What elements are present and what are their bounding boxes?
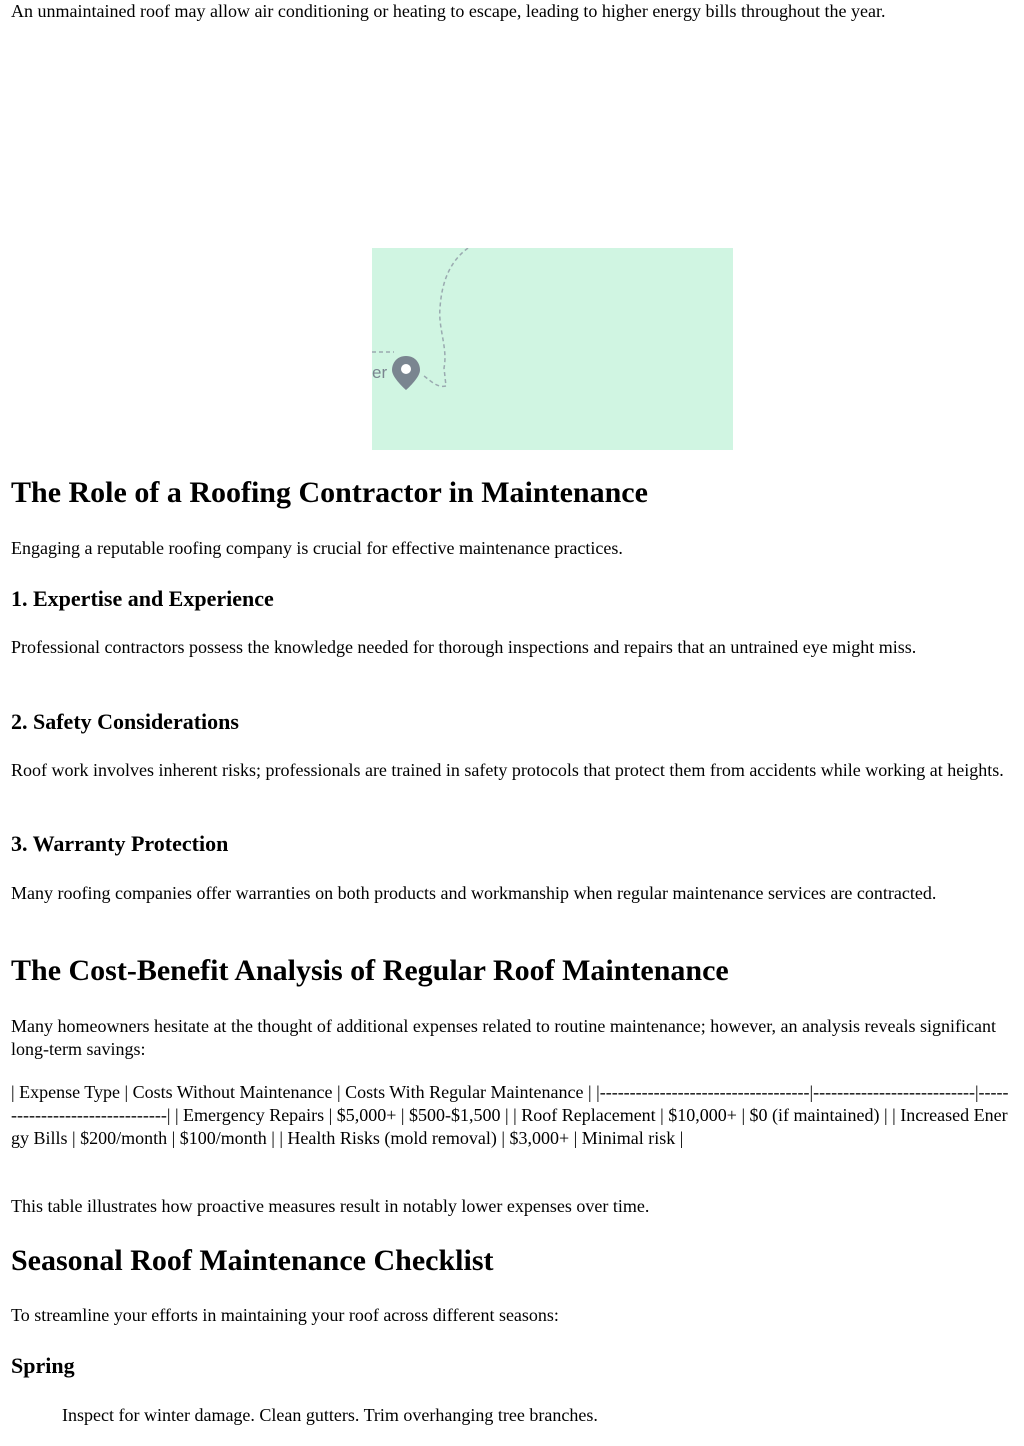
map-label-fragment: er (372, 363, 388, 382)
section-heading-checklist: Seasonal Roof Maintenance Checklist (11, 1244, 494, 1277)
raw-cost-table: | Expense Type | Costs Without Maintenance | Costs With Regular Maintenance | |-----------------------------------|---------------------------|-------------------------------| | Emergency Repairs | $5,000+ | $500-$1,500 | | Roof Replacement | $10,000+ | $0 (if maintained) | | Increased Energy Bills | $200/month | $100/month | | Health Risks (mold removal) | $3,000+ | Minimal risk | (11, 1082, 1009, 1148)
map-boundary-line (424, 248, 468, 386)
section-cost-lead: Many homeowners hesitate at the thought of additional expenses related to routine maintenance; however, an analysis reveals significant long-term savings: (11, 1016, 996, 1059)
section-checklist-lead: To streamline your efforts in maintaining your roof across different seasons: (11, 1305, 559, 1325)
item-text-warranty: Many roofing companies offer warranties on both products and workmanship when regular maintenance services are contracted. (11, 883, 937, 903)
section-heading-cost: The Cost-Benefit Analysis of Regular Roof Maintenance (11, 954, 729, 987)
item-title-safety: 2. Safety Considerations (11, 709, 239, 734)
map-embed[interactable] (372, 248, 733, 450)
item-title-warranty: 3. Warranty Protection (11, 831, 229, 856)
season-heading-spring: Spring (11, 1353, 75, 1378)
section-heading-role: The Role of a Roofing Contractor in Maintenance (11, 476, 648, 509)
item-text-expertise: Professional contractors possess the knowledge needed for thorough inspections and repairs that an untrained eye might miss. (11, 637, 917, 657)
map-canvas (372, 248, 733, 450)
item-title-expertise: 1. Expertise and Experience (11, 586, 274, 611)
section-role-lead: Engaging a reputable roofing company is crucial for effective maintenance practices. (11, 538, 623, 558)
intro-paragraph: An unmaintained roof may allow air conditioning or heating to escape, leading to higher energy bills throughout the year. (11, 1, 886, 21)
section-cost-footer: This table illustrates how proactive measures result in notably lower expenses over time. (11, 1196, 650, 1216)
item-text-safety: Roof work involves inherent risks; professionals are trained in safety protocols that protect them from accidents while working at heights. (11, 760, 1004, 780)
map-pin-icon (392, 356, 420, 390)
season-item-spring: Inspect for winter damage. Clean gutters. Trim overhanging tree branches. (62, 1405, 598, 1425)
